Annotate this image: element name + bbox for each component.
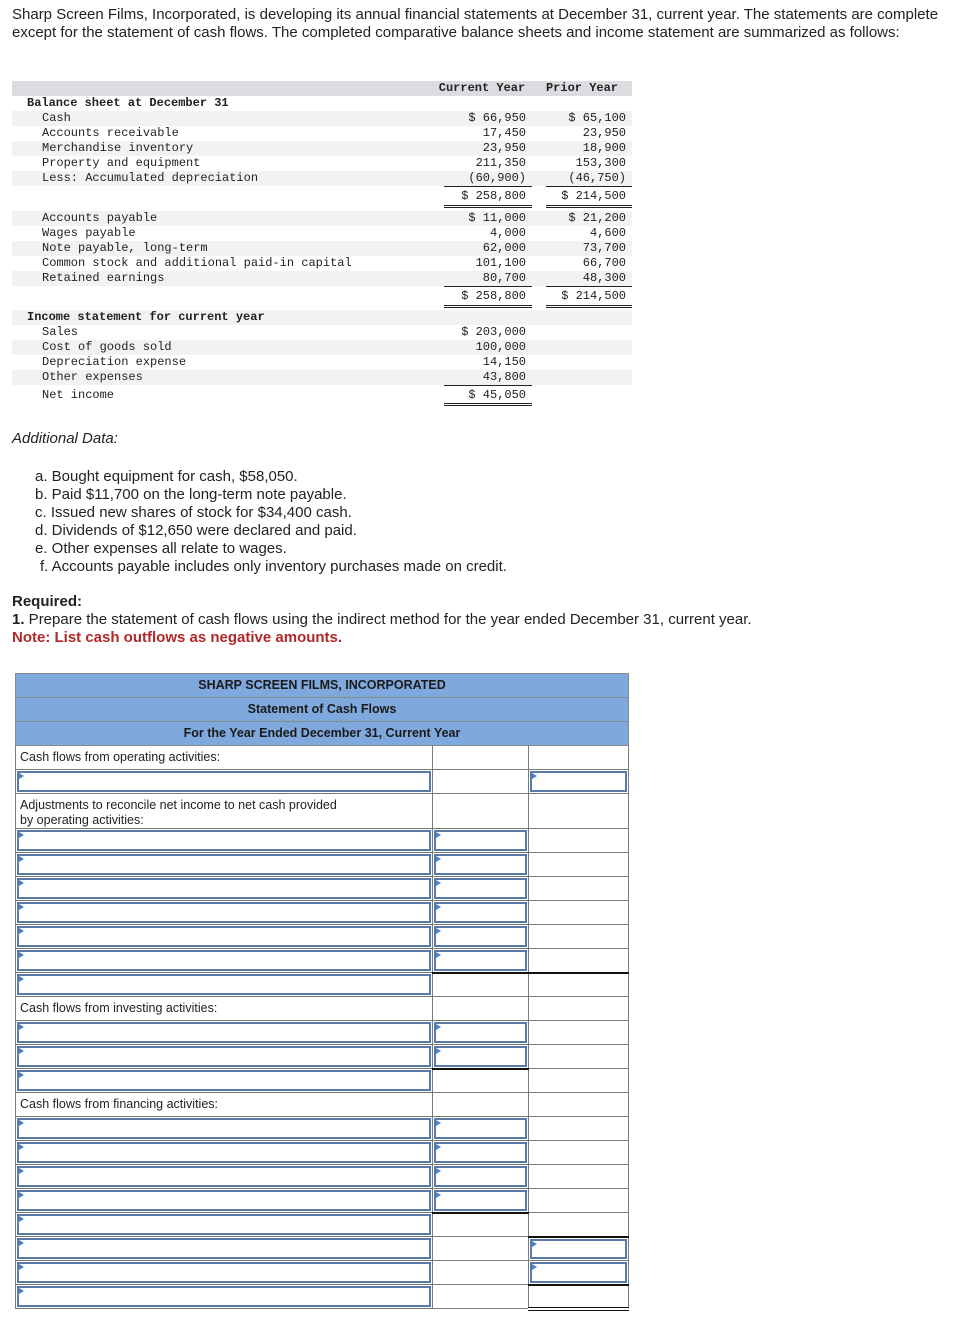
total-le-current: $ 258,800 [461, 289, 526, 303]
adjustments-line2: by operating activities: [20, 813, 144, 827]
amount-input[interactable] [434, 1046, 527, 1067]
net-income-row [12, 388, 632, 403]
prior-value: 73,700 [582, 241, 626, 255]
prior-value: 48,300 [582, 271, 626, 285]
investing-row [16, 1045, 629, 1069]
net-income-value: $ 45,050 [468, 388, 526, 402]
label-input[interactable] [17, 1214, 431, 1235]
ending-cash-row [16, 1285, 629, 1309]
problem-intro: Sharp Screen Films, Incorporated, is developing its annual financial statements at December 31, current year. The statements are complete except for the statement of cash flows. The completed comparative balance sheets and income statement are summarized as follows: [12, 6, 939, 41]
banner-row [16, 698, 629, 722]
row-label: Cost of goods sold [42, 340, 172, 354]
banner-row [16, 722, 629, 746]
row-label: Wages payable [42, 226, 136, 240]
row-label: Sales [42, 325, 79, 339]
current-value: $ 66,950 [468, 111, 526, 125]
amount-input[interactable] [434, 1142, 527, 1163]
current-value: 4,000 [489, 226, 526, 240]
prior-value: 18,900 [582, 141, 626, 155]
double-underline-row [12, 403, 632, 409]
current-value: 100,000 [475, 340, 526, 354]
table-row [12, 156, 632, 171]
financing-row [16, 1117, 629, 1141]
operating-total-row [16, 973, 629, 997]
label-input[interactable] [17, 1262, 431, 1283]
prior-value: (46,750) [568, 171, 626, 185]
double-underline [444, 305, 532, 308]
amount-input[interactable] [434, 878, 527, 899]
table-row [12, 171, 632, 186]
investing-label: Cash flows from investing activities: [16, 997, 433, 1021]
label-input[interactable] [17, 1070, 431, 1091]
row-label: Accounts receivable [42, 126, 179, 140]
label-input[interactable] [17, 771, 431, 792]
additional-data-list [35, 468, 507, 576]
double-underline [444, 403, 532, 406]
row-label: Common stock and additional paid-in capital [42, 256, 352, 270]
additional-item: f. Accounts payable includes only inventory purchases made on credit. [40, 558, 507, 575]
table-row [12, 226, 632, 241]
adjustment-row [16, 925, 629, 949]
adjustment-row [16, 829, 629, 853]
adjustments-line1: Adjustments to reconcile net income to net cash provided [20, 798, 337, 812]
amount-input[interactable] [530, 771, 627, 792]
required-text: Prepare the statement of cash flows using the indirect method for the year ended December 31, current year. [24, 611, 752, 628]
beginning-cash-row [16, 1261, 629, 1285]
adjustment-row [16, 877, 629, 901]
amount-input[interactable] [434, 950, 527, 971]
prior-year-header: Prior Year [545, 81, 618, 95]
prior-value: 4,600 [589, 226, 626, 240]
additional-item: b. Paid $11,700 on the long-term note payable. [35, 486, 347, 503]
column-header-row [12, 81, 632, 96]
amount-input[interactable] [434, 1118, 527, 1139]
income-statement-title-row [12, 310, 632, 325]
financing-label: Cash flows from financing activities: [16, 1093, 433, 1117]
amount-input[interactable] [530, 1239, 627, 1260]
row-label: Depreciation expense [42, 355, 187, 369]
financing-header-row [16, 1093, 629, 1117]
adjustment-row [16, 949, 629, 973]
row-label: Cash [42, 111, 71, 125]
additional-item: d. Dividends of $12,650 were declared and paid. [35, 522, 357, 539]
prior-value: 66,700 [582, 256, 626, 270]
label-input[interactable] [17, 1286, 431, 1307]
adjustments-label [16, 794, 433, 829]
label-input[interactable] [17, 950, 431, 971]
required-section [12, 593, 957, 647]
additional-item: a. Bought equipment for cash, $58,050. [35, 468, 298, 485]
underline [444, 385, 532, 386]
label-input[interactable] [17, 1142, 431, 1163]
total-assets-current: $ 258,800 [461, 189, 526, 203]
statement-title: Statement of Cash Flows [16, 698, 629, 722]
financing-row [16, 1165, 629, 1189]
prior-value: 153,300 [575, 156, 626, 170]
current-value: 101,100 [475, 256, 526, 270]
adjustments-header-row [16, 794, 629, 829]
table-row [12, 126, 632, 141]
current-value: 23,950 [482, 141, 526, 155]
operating-header-row [16, 746, 629, 770]
table-row [12, 271, 632, 286]
label-input[interactable] [17, 926, 431, 947]
double-underline [444, 205, 532, 208]
company-name: SHARP SCREEN FILMS, INCORPORATED [16, 674, 629, 698]
statement-period: For the Year Ended December 31, Current Year [16, 722, 629, 746]
label-input[interactable] [17, 1238, 431, 1259]
additional-item: c. Issued new shares of stock for $34,400 cash. [35, 504, 352, 521]
label-input[interactable] [17, 1118, 431, 1139]
double-underline [546, 305, 632, 308]
row-label: Accounts payable [42, 211, 158, 225]
underline [444, 186, 532, 187]
table-row [12, 241, 632, 256]
amount-input[interactable] [434, 902, 527, 923]
label-input[interactable] [17, 1190, 431, 1211]
amount-input[interactable] [434, 854, 527, 875]
current-value: $ 11,000 [468, 211, 526, 225]
current-value: $ 203,000 [461, 325, 526, 339]
investing-row [16, 1021, 629, 1045]
table-row [12, 141, 632, 156]
net-income-label: Net income [42, 388, 115, 402]
required-number: 1. [12, 611, 25, 628]
current-value: 80,700 [482, 271, 526, 285]
current-value: 211,350 [475, 156, 526, 170]
cash-flow-worksheet [15, 673, 629, 1311]
row-label: Note payable, long-term [42, 241, 208, 255]
current-value: 17,450 [482, 126, 526, 140]
label-input[interactable] [17, 974, 431, 995]
amount-input[interactable] [530, 1262, 627, 1283]
operating-label: Cash flows from operating activities: [16, 746, 433, 770]
label-input[interactable] [17, 1046, 431, 1067]
row-label: Less: Accumulated depreciation [42, 171, 259, 185]
prior-value: $ 65,100 [568, 111, 626, 125]
prior-value: $ 21,200 [568, 211, 626, 225]
total-le-prior: $ 214,500 [561, 289, 626, 303]
investing-total-row [16, 1069, 629, 1093]
underline [546, 286, 632, 287]
double-underline [546, 205, 632, 208]
financing-row [16, 1189, 629, 1213]
label-input[interactable] [17, 902, 431, 923]
net-income-input-row [16, 770, 629, 794]
net-change-row [16, 1237, 629, 1261]
table-row [12, 211, 632, 226]
amount-input[interactable] [434, 830, 527, 851]
table-row [12, 355, 632, 370]
total-assets-prior: $ 214,500 [561, 189, 626, 203]
amount-input[interactable] [434, 1190, 527, 1211]
additional-data-title: Additional Data: [12, 430, 118, 447]
required-note: Note: List cash outflows as negative amounts. [12, 629, 343, 646]
row-label: Property and equipment [42, 156, 201, 170]
table-row [12, 111, 632, 126]
current-value: 43,800 [482, 370, 526, 384]
additional-item: e. Other expenses all relate to wages. [35, 540, 287, 557]
required-instruction [12, 611, 957, 629]
underline [546, 186, 632, 187]
amount-input[interactable] [434, 926, 527, 947]
label-input[interactable] [17, 854, 431, 875]
current-value: 14,150 [482, 355, 526, 369]
current-value: (60,900) [468, 171, 526, 185]
label-input[interactable] [17, 878, 431, 899]
row-label: Retained earnings [42, 271, 165, 285]
row-label: Merchandise inventory [42, 141, 194, 155]
adjustment-row [16, 901, 629, 925]
income-statement-title: Income statement for current year [27, 310, 265, 324]
label-input[interactable] [17, 1022, 431, 1043]
current-value: 62,000 [482, 241, 526, 255]
banner-row [16, 674, 629, 698]
prior-value: 23,950 [582, 126, 626, 140]
label-input[interactable] [17, 830, 431, 851]
balance-sheet-title: Balance sheet at December 31 [27, 96, 229, 110]
adjustment-row [16, 853, 629, 877]
table-row [12, 325, 632, 340]
financial-statements-table [12, 81, 632, 409]
double-underline-row [12, 204, 632, 211]
investing-header-row [16, 997, 629, 1021]
amount-input[interactable] [434, 1166, 527, 1187]
row-label: Other expenses [42, 370, 143, 384]
table-row [12, 370, 632, 385]
total-assets-row [12, 189, 632, 204]
amount-input[interactable] [434, 1022, 527, 1043]
table-row [12, 340, 632, 355]
label-input[interactable] [17, 1166, 431, 1187]
financing-total-row [16, 1213, 629, 1237]
table-row [12, 256, 632, 271]
financing-row [16, 1141, 629, 1165]
underline [444, 286, 532, 287]
current-year-header: Current Year [438, 81, 526, 95]
required-heading: Required: [12, 593, 83, 610]
balance-sheet-title-row [12, 96, 632, 111]
total-liabilities-equity-row [12, 289, 632, 304]
